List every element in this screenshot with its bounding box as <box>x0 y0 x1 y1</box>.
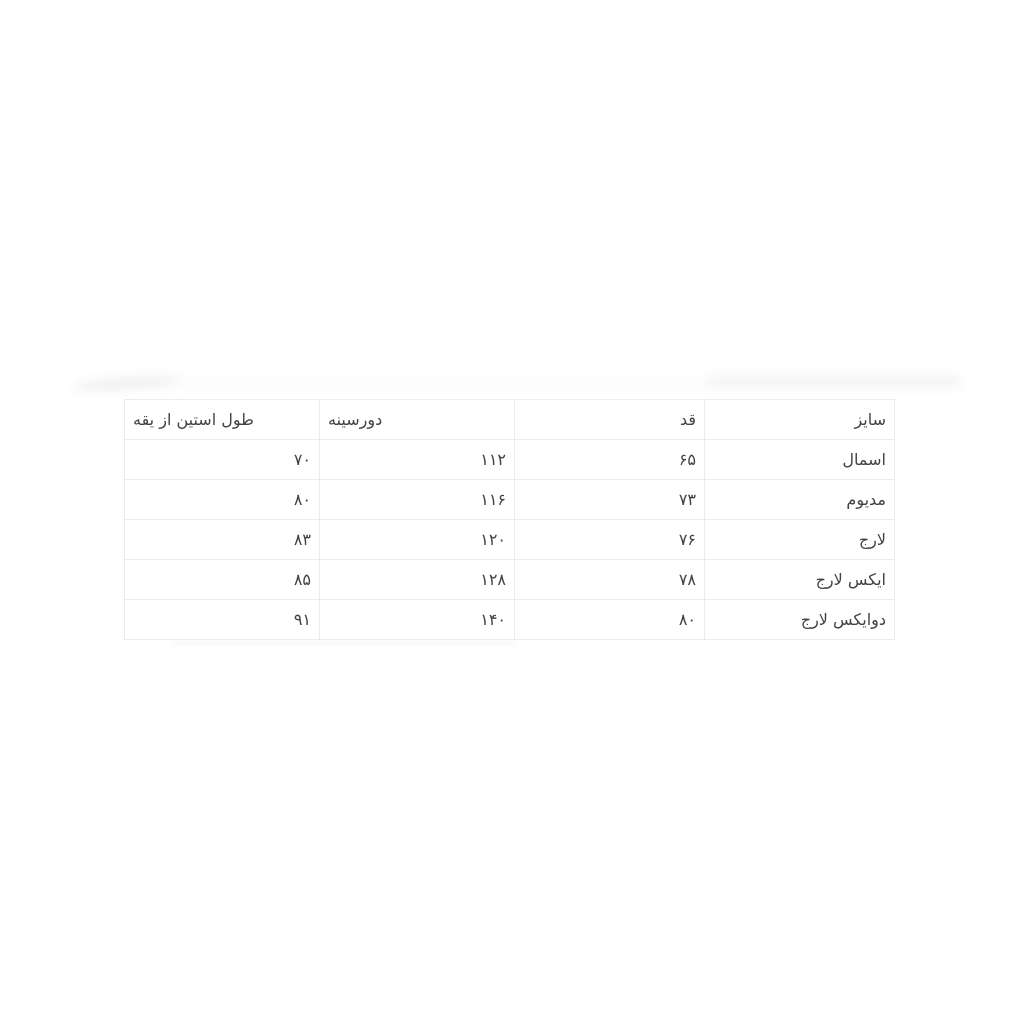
table-row <box>125 600 895 640</box>
table-row <box>125 520 895 560</box>
cell-sleeve: ۸۵ <box>125 560 320 600</box>
cell-chest: ۱۱۶ <box>320 480 515 520</box>
cell-height: ۷۸ <box>515 560 705 600</box>
cell-height: ۷۳ <box>515 480 705 520</box>
shadow-artifact-bottom <box>172 640 517 646</box>
cell-size: لارج <box>705 520 895 560</box>
col-header-height: قد <box>515 400 705 440</box>
size-chart-container <box>125 399 895 640</box>
cell-chest: ۱۲۸ <box>320 560 515 600</box>
col-header-size: سایز <box>705 400 895 440</box>
cell-height: ۷۶ <box>515 520 705 560</box>
shadow-artifact-middle <box>185 381 705 389</box>
cell-sleeve: ۹۱ <box>125 600 320 640</box>
table-row <box>125 440 895 480</box>
cell-sleeve: ۷۰ <box>125 440 320 480</box>
shadow-artifact-right <box>705 375 963 388</box>
cell-sleeve: ۸۰ <box>125 480 320 520</box>
cell-height: ۶۵ <box>515 440 705 480</box>
cell-chest: ۱۲۰ <box>320 520 515 560</box>
cell-sleeve: ۸۳ <box>125 520 320 560</box>
cell-size: ایکس لارج <box>705 560 895 600</box>
header-row <box>125 400 895 440</box>
size-chart-table <box>124 399 895 640</box>
table-row <box>125 560 895 600</box>
cell-size: مدیوم <box>705 480 895 520</box>
cell-size: اسمال <box>705 440 895 480</box>
col-header-chest: دورسینه <box>320 400 515 440</box>
col-header-sleeve: طول استین از یقه <box>125 400 320 440</box>
shadow-artifact-left <box>72 373 185 394</box>
cell-chest: ۱۱۲ <box>320 440 515 480</box>
cell-chest: ۱۴۰ <box>320 600 515 640</box>
cell-size: دوایکس لارج <box>705 600 895 640</box>
cell-height: ۸۰ <box>515 600 705 640</box>
table-row <box>125 480 895 520</box>
